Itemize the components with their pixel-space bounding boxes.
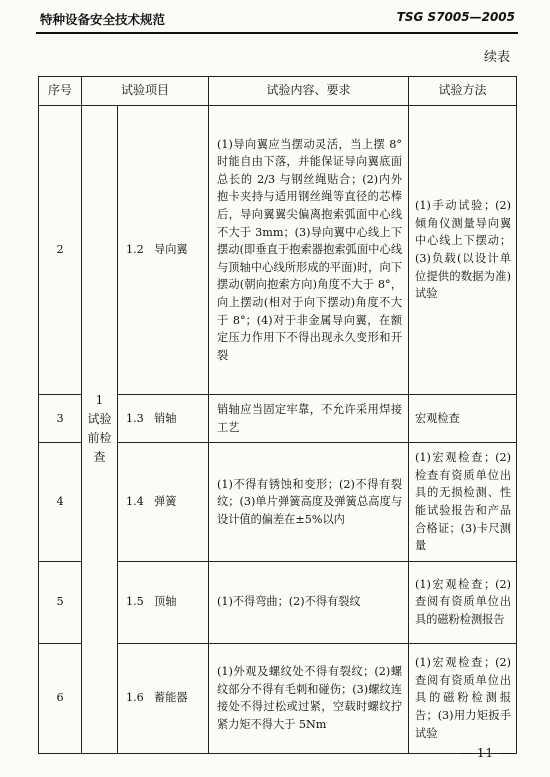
row-item-number: 1.2 (126, 243, 144, 257)
table-row (39, 106, 517, 395)
header-rule (36, 32, 518, 34)
row-seq: 2 (39, 106, 82, 395)
row-item (118, 106, 209, 395)
row-seq: 3 (39, 395, 82, 443)
row-item-name: 导向翼 (154, 243, 188, 257)
row-method: (1)手动试验；(2)倾角仪测量导向翼中心线上下摆动；(3)负载(以设计单位提供的数据为准)试验 (409, 106, 517, 395)
row-item-name: 弹簧 (154, 495, 177, 509)
col-header-item: 试验项目 (82, 77, 209, 106)
group-number: 1 (95, 393, 104, 408)
row-requirements: (1)外观及螺纹处不得有裂纹；(2)螺纹部分不得有毛刺和碰伤；(3)螺纹连接处不得过松或过紧，空载时螺纹拧紧力矩不得大于 5Nm (209, 643, 409, 753)
row-requirements: (1)不得弯曲；(2)不得有裂纹 (209, 561, 409, 643)
col-header-method: 试验方法 (409, 77, 517, 106)
row-item-name: 销轴 (154, 411, 177, 425)
row-method: (1)宏观检查；(2)查阅有资质单位出具的磁粉检测报告；(3)用力矩扳手试验 (409, 643, 517, 753)
continued-label: 续表 (483, 50, 510, 65)
col-header-requirements: 试验内容、要求 (209, 77, 409, 106)
row-item (118, 643, 209, 753)
group-label (82, 106, 118, 754)
row-item-number: 1.4 (126, 495, 144, 509)
row-requirements: (1)不得有锈蚀和变形；(2)不得有裂纹；(3)单片弹簧高度及弹簧总高度与设计值的偏差在±5%以内 (209, 443, 409, 562)
row-requirements: 销轴应当固定牢靠，不允许采用焊接工艺 (209, 395, 409, 443)
group-name: 试验前检查 (87, 412, 112, 465)
row-method: (1)宏观检查；(2)检查有资质单位出具的无损检测、性能试验报告和产品合格证；(3)卡尺测量 (409, 443, 517, 562)
row-item-number: 1.6 (126, 691, 144, 705)
col-header-seq: 序号 (39, 77, 82, 106)
row-requirements: (1)导向翼应当摆动灵活，当上摆 8°时能自由下落，并能保证导向翼底面总长的 2/3 与钢丝绳贴合；(2)内外抱卡夹持与适用钢丝绳等直径的芯棒后，导向翼翼尖偏离抱索弧面中心线不大于 3mm；(3)导向翼中心线上下摆动(即垂直于抱索器抱索弧面中心线与顶轴中心线所形成的平面)时，向下摆动(朝向抱索方向)角度不大于 8°，向上摆动(相对于向下摆动)角度不大于 8°；(4)对于非金属导向翼，在额定压力作用下不得出现永久变形和开裂 (209, 106, 409, 395)
table-header-row (39, 77, 517, 106)
row-item (118, 395, 209, 443)
row-item (118, 561, 209, 643)
test-items-table (38, 76, 517, 754)
row-item (118, 443, 209, 562)
row-seq: 5 (39, 561, 82, 643)
row-method: (1)宏观检查；(2)查阅有资质单位出具的磁粉检测报告 (409, 561, 517, 643)
header-code: TSG S7005—2005 (396, 10, 515, 24)
row-item-name: 蓄能器 (154, 691, 188, 705)
row-seq: 4 (39, 443, 82, 562)
row-item-name: 顶轴 (154, 595, 177, 609)
page-number: — 11 — (459, 746, 512, 760)
row-item-number: 1.3 (126, 411, 144, 425)
header-title: 特种设备安全技术规范 (40, 12, 166, 27)
row-method: 宏观检查 (409, 395, 517, 443)
row-item-number: 1.5 (126, 595, 144, 609)
row-seq: 6 (39, 643, 82, 753)
